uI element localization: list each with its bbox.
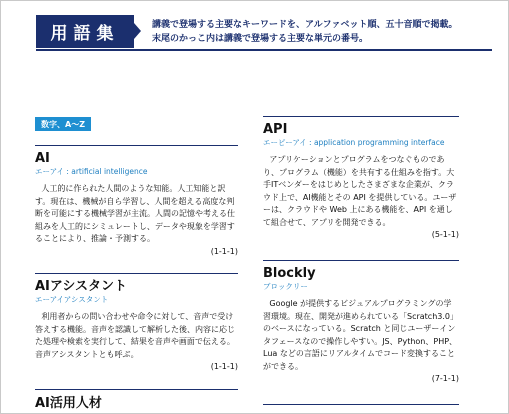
entry-body: 利用者からの問い合わせや命令に対して、音声で受け答えする機能。音声を認識して解析した後、内容に応じた処理や検索を実行して、結果を音声や画面で伝える。音声アシスタントとも呼ぶ。 [35,312,235,359]
title-arrow-decoration [134,23,141,39]
entry-body: 人工的に作られた人間のような知能。人工知能と訳す。現在は、機械が自ら学習し、人間を超える高度な判断を可能にする機械学習が主流。人間の記憶や考える仕組みを人工的にシミュレートし、データや現象を学習することにより、推論・予測する。 [35,184,235,243]
glossary-header [36,15,492,48]
entry-title: API [263,122,288,137]
entry-reference: (1-1-1) [210,246,238,256]
entry-title: Blockly [263,266,316,281]
entry-top-rule [35,273,238,274]
header-rule [36,49,492,51]
entry-top-rule [35,389,238,390]
description-line-2: 末尾のかっこ内は講義で登場する主要な単元の番号。 [152,34,369,44]
glossary-entry-ai [35,151,238,258]
entry-reference: (5-1-1) [431,230,459,239]
entry-reference: (7-1-1) [431,374,459,383]
section-badge: 数字、A〜Z [35,117,91,131]
entry-reading: エーピーアイ : application programming interface [263,138,445,147]
header-description [152,18,457,46]
entry-top-rule [263,404,459,405]
entry-body: Google が提供するビジュアルプログラミングの学習環境。現在、開発が進められている「Scratch3.0」のベースになっている。Scratch と同じユーザーインタフェースなので操作しやすい。JS、Python、PHP、Lua などの言語にリアルタイムでコード変換することができる。 [263,299,458,371]
entry-top-rule [35,145,238,146]
entry-reading: ブロックリー [263,282,308,291]
glossary-entry-api [263,122,459,242]
glossary-entry-blockly [263,266,459,386]
glossary-entry-ai-talent [35,396,238,411]
entry-title: AI [35,151,50,166]
entry-reading: エーアイアシスタント [35,295,109,304]
entry-title: AI活用人材 [35,396,102,411]
glossary-entry-ai-assistant [35,279,238,374]
entry-top-rule [263,116,459,117]
description-line-1: 講義で登場する主要なキーワードを、アルファベット順、五十音順で掲載。 [152,20,458,30]
entry-body: アプリケーションとプログラムをつなぐものであり、プログラム（機能）を共有する仕組みを指す。大手ITベンダーをはじめとしたさまざまな企業が、クラウド上で、AI機能とその API を提供している。ユーザーは、クラウドや Web 上にある機能を、API を通して組合せて、アプリを開発できる。 [263,155,457,227]
page-title: 用語集 [36,15,134,48]
entry-top-rule [263,260,459,261]
entry-reading: エーアイ : artificial intelligence [35,167,148,176]
entry-reference: (1-1-1) [210,362,238,371]
entry-title: AIアシスタント [35,279,127,294]
